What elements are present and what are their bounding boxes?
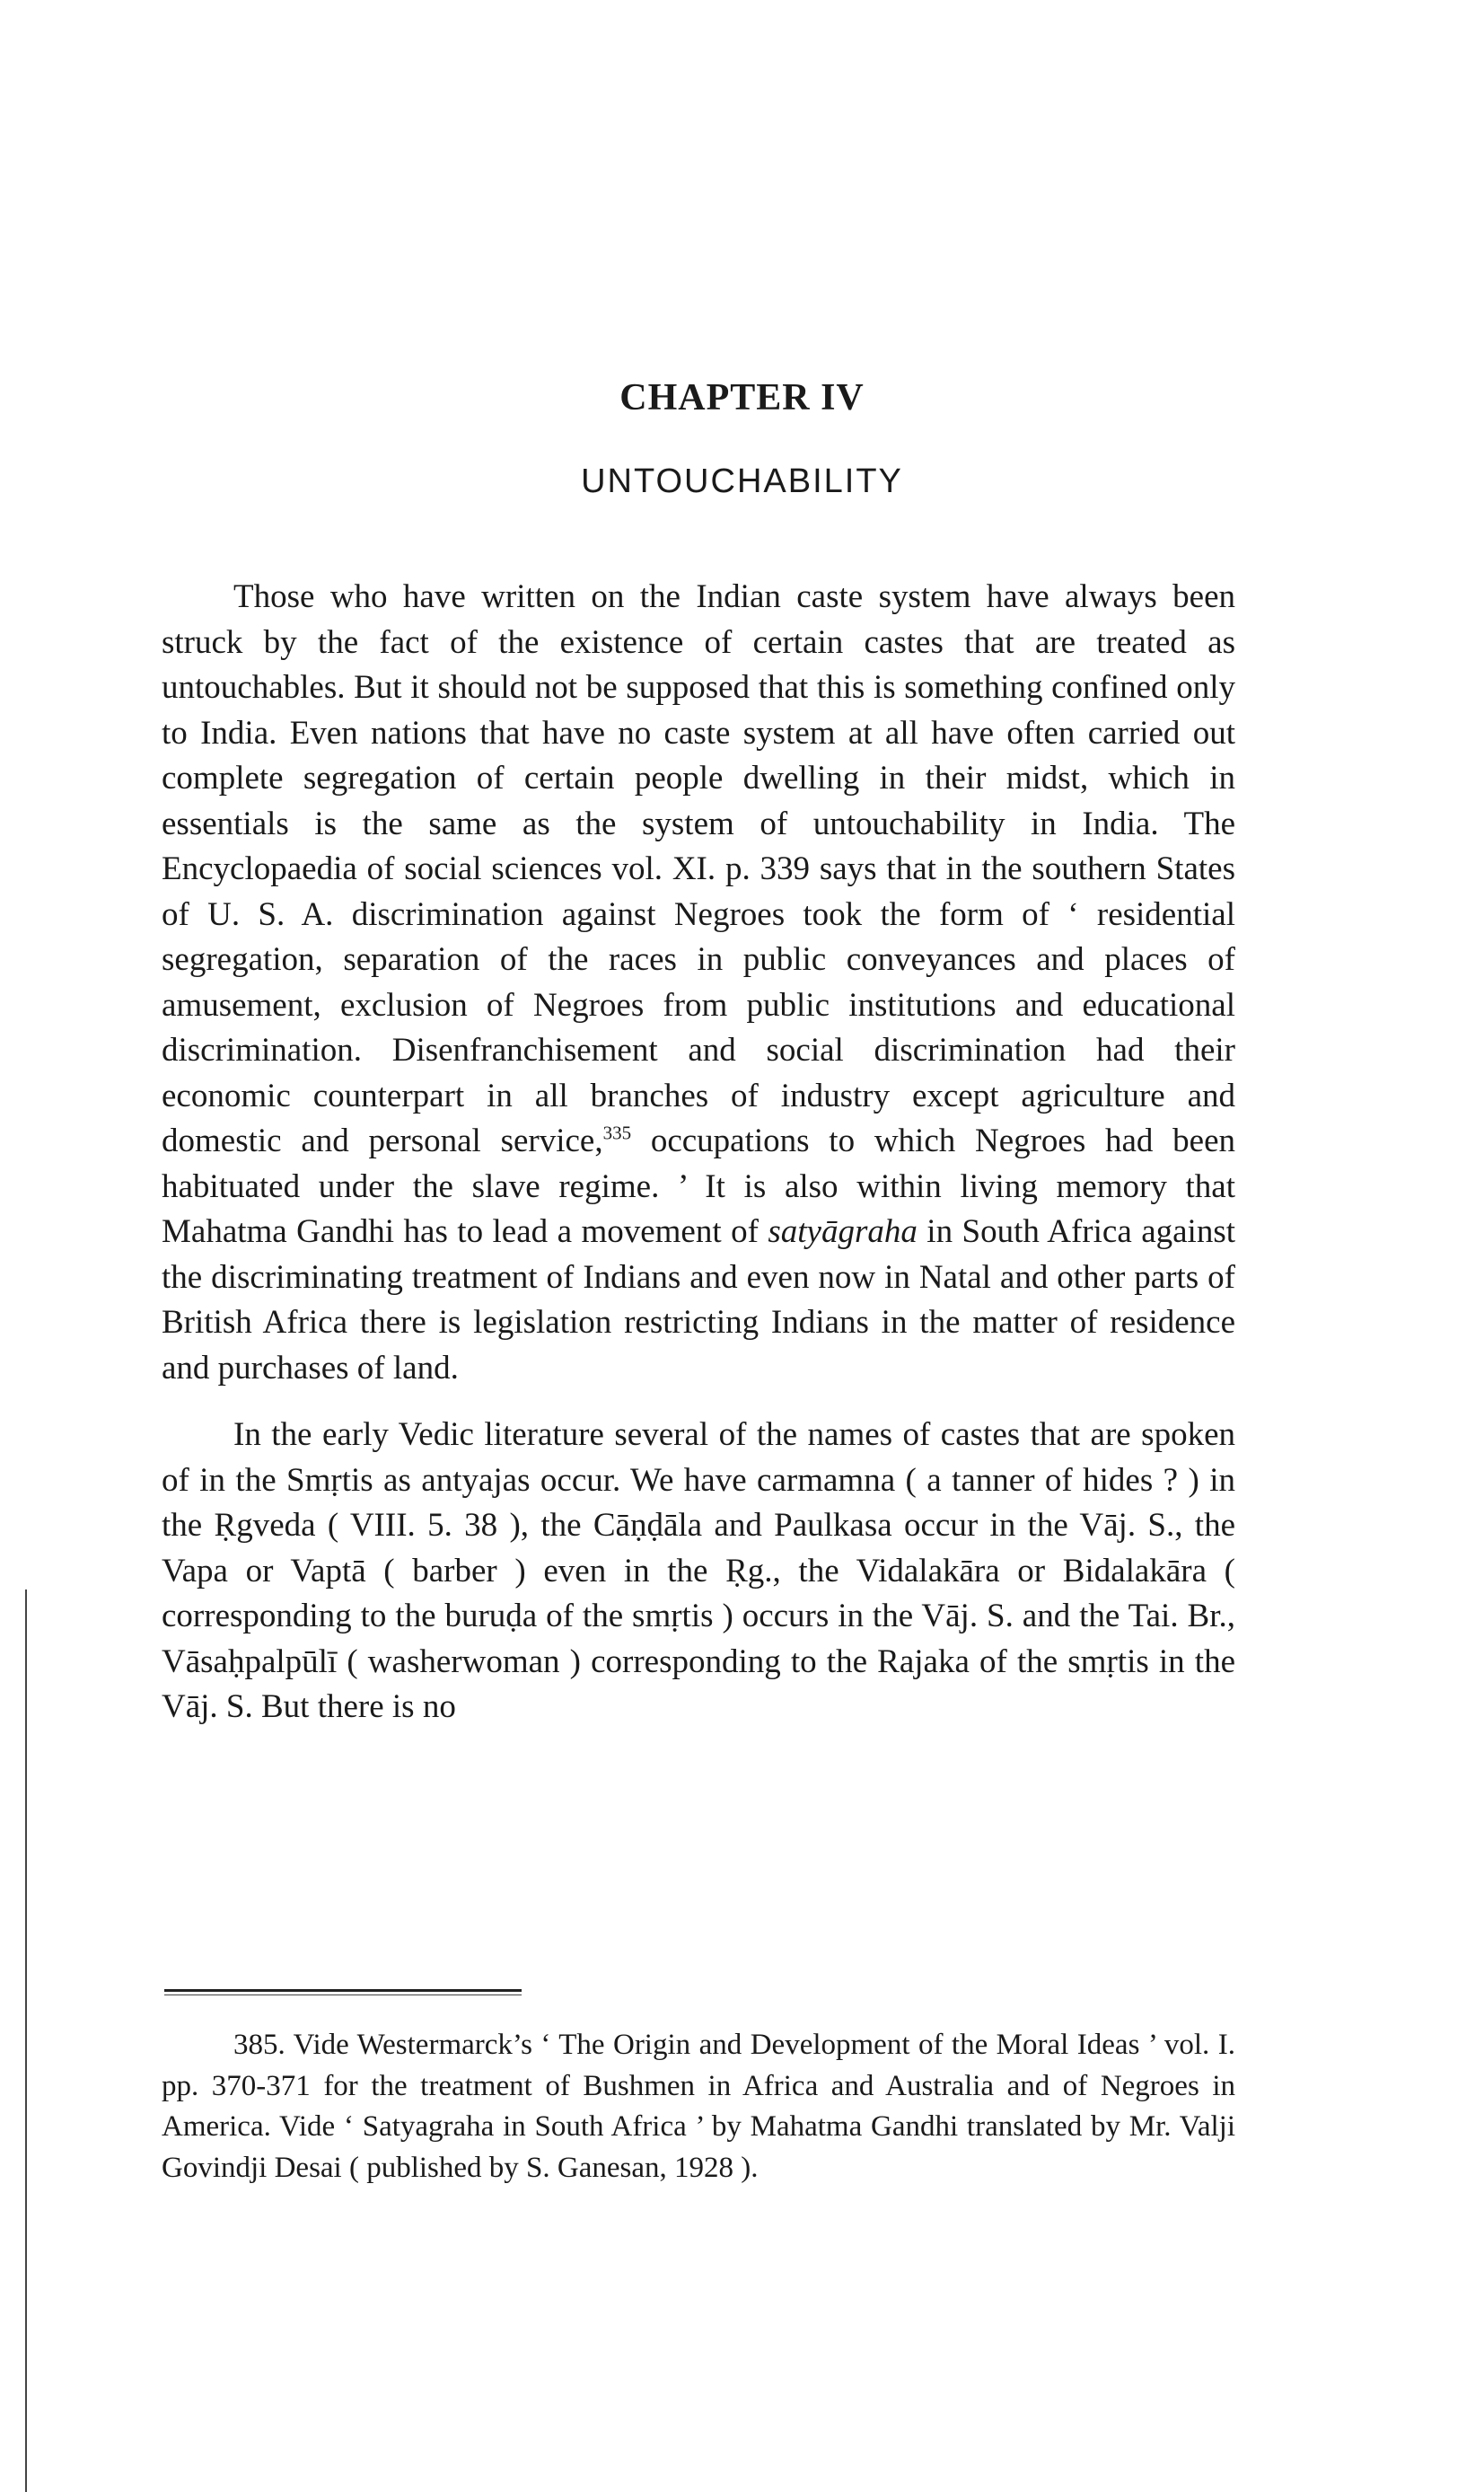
footnote: 385. Vide Westermarck’s ‘ The Origin and Development of the Moral Ideas ’ vol. I. pp. 370-371 for the treatment of Bushmen in Africa and Australia and of Negroes in America. Vide ‘ Satyagraha in South Africa ’ by Mahatma Gandhi translated by Mr. Valji Govindji Desai ( published by S. Ganesan, 1928 ). — [162, 2029, 1235, 2184]
paragraph-1 — [162, 575, 1235, 1391]
chapter-heading: CHAPTER IV — [619, 377, 865, 418]
page-edge-line — [25, 1589, 27, 2492]
body-text — [162, 575, 1235, 1730]
paragraph-1-text-b: occupations to which Negroes had been habituated under the slave regime. ’ It is also within living memory that Mahatma Gandhi has to lead a movement of — [162, 1123, 1236, 1250]
footnote-divider — [164, 1989, 522, 1992]
footnote-divider-thin — [164, 1994, 522, 1995]
paragraph-2: In the early Vedic literature several of the names of castes that are spoken of in the Smṛtis as antyajas occur. We have carmamna ( a tanner of hides ? ) in the Ṛgveda ( VIII. 5. 38 ), the Cāṇḍāla and Paulkasa occur in the Vāj. S., the Vapa or Vaptā ( barber ) even in the Ṛg., the Vidalakāra or Bidalakāra ( corresponding to the buruḍa of the smṛtis ) occurs in the Vāj. S. and the Tai. Br., Vāsaḥpalpūlī ( washerwoman ) corresponding to the Rajaka of the smṛtis in the Vāj. S. But there is no — [162, 1416, 1235, 1725]
chapter-title: UNTOUCHABILITY — [581, 462, 903, 500]
footnote-reference: 335 — [602, 1122, 632, 1144]
paragraph-1-text-a: Those who have written on the Indian caste system have always been struck by the fact of the existence of certain castes that are treated as untouchables. But it should not be supposed that this is something confined only to India. Even nations that have no caste system at all have often carried out complete segregation of certain people dwelling in their midst, which in essentials is the same as the system of untouchability in India. The Encyclopaedia of social sciences vol. XI. p. 339 says that in the southern States of U. S. A. discrimination against Negroes took the form of ‘ residential segregation, separation of the races in public conveyances and places of amusement, exclusion of Negroes from public institutions and educational discrimination. Disenfranchisement and social discrimination had their economic counterpart in all branches of industry except agriculture and domestic and personal service, — [162, 578, 1235, 1159]
italic-term: satyāgraha — [768, 1213, 918, 1250]
paragraph-1-text-c: in South Africa against the discriminating treatment of Indians and even now in Natal and other parts of British Africa there is legislation restricting Indians in the matter of residence and purchases of land. — [162, 1213, 1235, 1387]
